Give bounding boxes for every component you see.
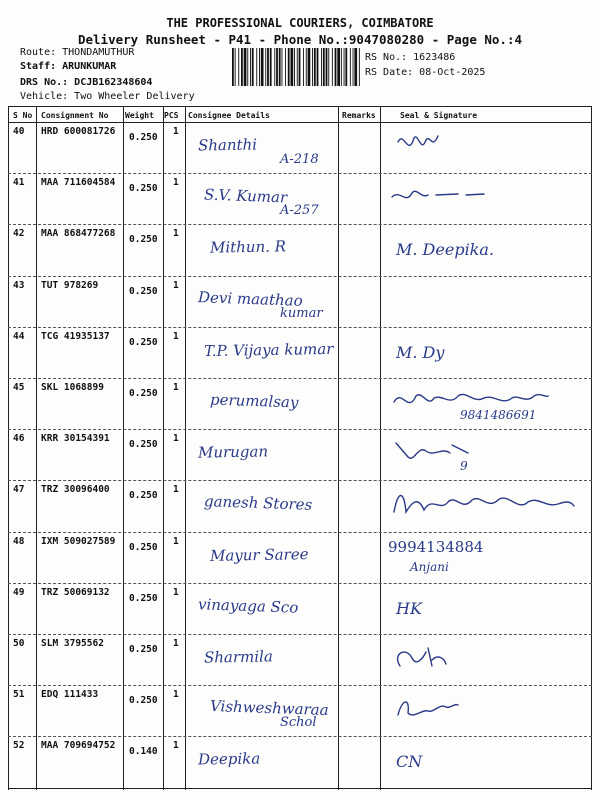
signature-text: M. Deepika. <box>396 240 494 260</box>
barcode-bar <box>326 48 328 86</box>
barcode-bar <box>250 48 251 86</box>
runsheet-table <box>8 106 592 790</box>
barcode-bar <box>314 48 316 86</box>
barcode-bar <box>274 48 275 86</box>
serial-number: 43 <box>13 279 25 291</box>
barcode-bar <box>323 48 325 86</box>
weight-value: 0.250 <box>129 336 158 348</box>
row-divider <box>8 480 592 481</box>
barcode-bar <box>317 48 319 86</box>
row-divider <box>8 122 592 123</box>
consignee-address: Schol <box>280 715 317 731</box>
consignee-name: vinayaga Sco <box>197 595 299 617</box>
consignee-name: Mithun. R <box>209 237 287 258</box>
serial-number: 49 <box>13 586 25 598</box>
consignment-number: KRR 30154391 <box>41 433 110 445</box>
barcode-bar <box>332 48 333 86</box>
serial-number: 40 <box>13 126 25 137</box>
table-bottom-border <box>8 788 592 789</box>
serial-number: 44 <box>13 330 25 342</box>
consignee-name: T.P. Vijaya kumar <box>203 339 334 360</box>
weight-value: 0.250 <box>129 388 158 399</box>
pieces-count: 1 <box>173 535 179 547</box>
serial-number: 52 <box>13 740 25 752</box>
col-header-seal: Seal & Signature <box>400 111 478 120</box>
serial-number: 46 <box>13 433 25 445</box>
barcode-bar <box>344 48 345 86</box>
barcode-bar <box>241 48 243 86</box>
serial-number: 51 <box>13 689 25 701</box>
row-divider <box>8 583 592 584</box>
signature-note: 9841486691 <box>460 408 537 422</box>
signature-scribble <box>388 435 588 475</box>
row-divider <box>8 173 592 174</box>
consignee-address: A-218 <box>280 152 319 167</box>
consignee-name: Deepika <box>197 749 261 769</box>
pieces-count: 1 <box>173 177 179 189</box>
drs-number: DRS No.: DCJB162348604 <box>20 77 153 88</box>
weight-value: 0.140 <box>129 746 158 758</box>
row-divider <box>8 327 592 328</box>
pieces-count: 1 <box>173 689 179 701</box>
weight-value: 0.250 <box>129 183 158 195</box>
serial-number: 45 <box>13 382 25 393</box>
consignment-number: MAA 709694752 <box>41 740 116 752</box>
row-divider <box>8 736 592 737</box>
consignment-number: MAA 868477268 <box>41 228 116 240</box>
consignment-number: MAA 711604584 <box>41 177 116 189</box>
barcode-bar <box>294 48 295 86</box>
serial-number: 42 <box>13 228 25 240</box>
signature-text: M. Dy <box>396 342 445 362</box>
barcode-bar <box>256 48 257 86</box>
barcode-bar <box>321 48 322 86</box>
signature-text: CN <box>396 752 423 772</box>
signature-note: Anjani <box>410 559 449 574</box>
pieces-count: 1 <box>173 382 179 393</box>
weight-value: 0.250 <box>129 644 158 655</box>
pieces-count: 1 <box>173 126 179 137</box>
col-header-consignee: Consignee Details <box>188 111 270 120</box>
consignment-number: IXM 509027589 <box>41 535 116 547</box>
company-title: THE PROFESSIONAL COURIERS, COIMBATORE <box>166 16 434 30</box>
signature-text: HK <box>396 598 422 618</box>
barcode-bar <box>354 48 357 86</box>
consignee-name: Vishweshwaraa <box>209 697 329 720</box>
weight-value: 0.250 <box>129 439 158 451</box>
barcode-bar <box>303 48 304 86</box>
pieces-count: 1 <box>173 330 179 342</box>
staff-label: Staff: ARUNKUMAR <box>20 61 117 72</box>
consignee-address: A-257 <box>280 203 319 219</box>
barcode-bar <box>345 48 347 86</box>
row-divider <box>8 685 592 686</box>
consignee-name: ganesh Stores <box>203 492 313 515</box>
consignee-address: kumar <box>280 305 323 321</box>
signature-scribble <box>388 128 588 168</box>
barcode-bar <box>308 48 311 86</box>
consignment-number: SLM 3795562 <box>41 638 104 649</box>
col-header-sno: S No <box>13 111 33 120</box>
barcode-bar <box>244 48 247 86</box>
weight-value: 0.250 <box>129 592 158 604</box>
consignment-number: TRZ 30096400 <box>41 484 110 496</box>
barcode-bar <box>267 48 269 86</box>
rs-date: RS Date: 08-Oct-2025 <box>365 67 486 78</box>
barcode-bar <box>247 48 248 86</box>
pieces-count: 1 <box>173 279 179 291</box>
barcode-bar <box>259 48 260 86</box>
signature-scribble <box>388 691 588 731</box>
consignee-name: Sharmila <box>203 647 273 667</box>
row-divider <box>8 634 592 635</box>
runsheet-subtitle: Delivery Runsheet - P41 - Phone No.:9047080280 - Page No.:4 <box>77 32 522 47</box>
rs-number: RS No.: 1623486 <box>365 52 456 63</box>
col-header-weight: Weight <box>125 111 154 120</box>
barcode-bar <box>282 48 283 86</box>
barcode-bar <box>238 48 239 86</box>
pieces-count: 1 <box>173 740 179 752</box>
barcode-bar <box>335 48 337 86</box>
pieces-count: 1 <box>173 433 179 445</box>
barcode-bar <box>232 48 234 86</box>
weight-value: 0.250 <box>129 234 158 246</box>
consignment-number: TUT 978269 <box>41 279 99 291</box>
consignment-number: HRD 600081726 <box>41 126 116 137</box>
barcode-bar <box>359 48 360 86</box>
pieces-count: 1 <box>173 586 179 598</box>
barcode-bar <box>312 48 313 86</box>
barcode-bar <box>270 48 272 86</box>
barcode-bar <box>265 48 266 86</box>
barcode <box>232 48 360 86</box>
consignment-number: EDQ 111433 <box>41 689 99 701</box>
weight-value: 0.250 <box>129 490 158 502</box>
consignee-name: Devi maathao <box>197 287 304 310</box>
signature-scribble <box>388 486 588 526</box>
consignee-name: Mayur Saree <box>209 544 309 565</box>
row-divider <box>8 276 592 277</box>
signature-scribble <box>388 640 588 680</box>
serial-number: 47 <box>13 484 25 496</box>
barcode-bar <box>337 48 340 86</box>
consignee-name: perumalsay <box>209 390 299 412</box>
barcode-bar <box>252 48 254 86</box>
row-divider <box>8 532 592 533</box>
consignment-number: TRZ 50069132 <box>41 586 110 598</box>
col-header-remarks: Remarks <box>342 111 376 120</box>
row-divider <box>8 429 592 430</box>
barcode-bar <box>235 48 236 86</box>
barcode-bar <box>353 48 354 86</box>
signature-text: 9994134884 <box>388 537 484 556</box>
barcode-bar <box>341 48 342 86</box>
serial-number: 41 <box>13 177 25 189</box>
pieces-count: 1 <box>173 638 179 649</box>
consignee-name: Shanthi <box>197 135 258 155</box>
barcode-bar <box>291 48 294 86</box>
consignee-name: Murugan <box>197 442 269 462</box>
route-label: Route: THONDAMUTHUR <box>20 47 135 58</box>
barcode-bar <box>306 48 307 86</box>
consignee-name: S.V. Kumar <box>203 185 288 207</box>
signature-scribble <box>388 384 588 424</box>
consignment-number: TCG 41935137 <box>41 330 110 342</box>
barcode-bar <box>288 48 290 86</box>
weight-value: 0.250 <box>129 695 158 707</box>
signature-note: 9 <box>460 459 468 474</box>
barcode-bar <box>279 48 281 86</box>
row-divider <box>8 378 592 379</box>
weight-value: 0.250 <box>129 285 158 297</box>
weight-value: 0.250 <box>129 541 158 553</box>
barcode-bar <box>350 48 351 86</box>
col-header-pcs: PCS <box>164 111 179 120</box>
signature-scribble <box>388 179 588 219</box>
barcode-bar <box>299 48 301 86</box>
serial-number: 48 <box>13 535 25 547</box>
barcode-bar <box>276 48 278 86</box>
consignment-number: SKL 1068899 <box>41 382 104 393</box>
col-header-consignment: Consignment No <box>41 111 109 120</box>
barcode-bar <box>297 48 298 86</box>
vehicle-label: Vehicle: Two Wheeler Delivery <box>20 91 195 102</box>
barcode-bar <box>285 48 286 86</box>
pieces-count: 1 <box>173 484 179 496</box>
pieces-count: 1 <box>173 228 179 240</box>
weight-value: 0.250 <box>129 132 158 143</box>
row-divider <box>8 224 592 225</box>
barcode-bar <box>328 48 329 86</box>
serial-number: 50 <box>13 638 25 649</box>
barcode-bar <box>261 48 264 86</box>
